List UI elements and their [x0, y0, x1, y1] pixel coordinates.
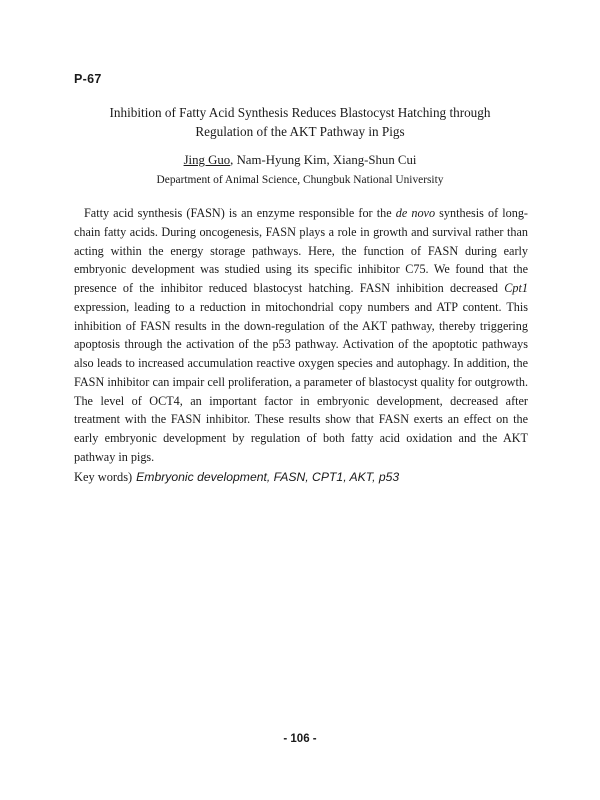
affiliation: Department of Animal Science, Chungbuk National University: [156, 174, 444, 186]
author-list: [60, 153, 540, 168]
author-separator: ,: [230, 153, 237, 167]
abstract-italic-cpt1: Cpt1: [504, 281, 528, 295]
co-authors: Nam-Hyung Kim, Xiang-Shun Cui: [236, 153, 417, 167]
keywords: [74, 470, 528, 485]
abstract-body: [74, 204, 528, 467]
title-line-1: Inhibition of Fatty Acid Synthesis Reduces Blastocyst Hatching through: [109, 105, 491, 120]
presenting-author: Jing Guo: [183, 153, 231, 167]
abstract-text-2: synthesis of long-chain fatty acids. During oncogenesis, FASN plays a role in growth and survival rather than acting within the energy storage pathways. Here, the function of FASN during early embryonic development was studied using its specific inhibitor C75. We found that the presence of the inhibitor reduced blastocyst hatching. FASN inhibition decreased: [74, 206, 528, 295]
poster-code: P-67: [74, 72, 102, 86]
paper-title: [60, 103, 540, 141]
page-number: - 106 -: [283, 733, 317, 745]
abstract-italic-de-novo: de novo: [395, 206, 436, 220]
title-line-2: Regulation of the AKT Pathway in Pigs: [195, 124, 405, 139]
keywords-label: Key words): [74, 470, 133, 484]
abstract-text-1: Fatty acid synthesis (FASN) is an enzyme responsible for the: [84, 206, 396, 220]
abstract-text-3: expression, leading to a reduction in mitochondrial copy numbers and ATP content. This inhibition of FASN results in the down-regulation of the AKT pathway, thereby triggering apoptosis through the activation of the p53 pathway. Activation of the apoptotic pathways also leads to increased accumulation reactive oxygen species and autophagy. In addition, the FASN inhibitor can impair cell proliferation, a parameter of blastocyst quality for outgrowth. The level of OCT4, an important factor in embryonic development, decreased after treatment with the FASN inhibitor. These results show that FASN exerts an effect on the early embryonic development by regulation of both fatty acid oxidation and the AKT pathway in pigs.: [74, 299, 528, 464]
keywords-values: Embryonic development, FASN, CPT1, AKT, p53: [136, 470, 400, 484]
